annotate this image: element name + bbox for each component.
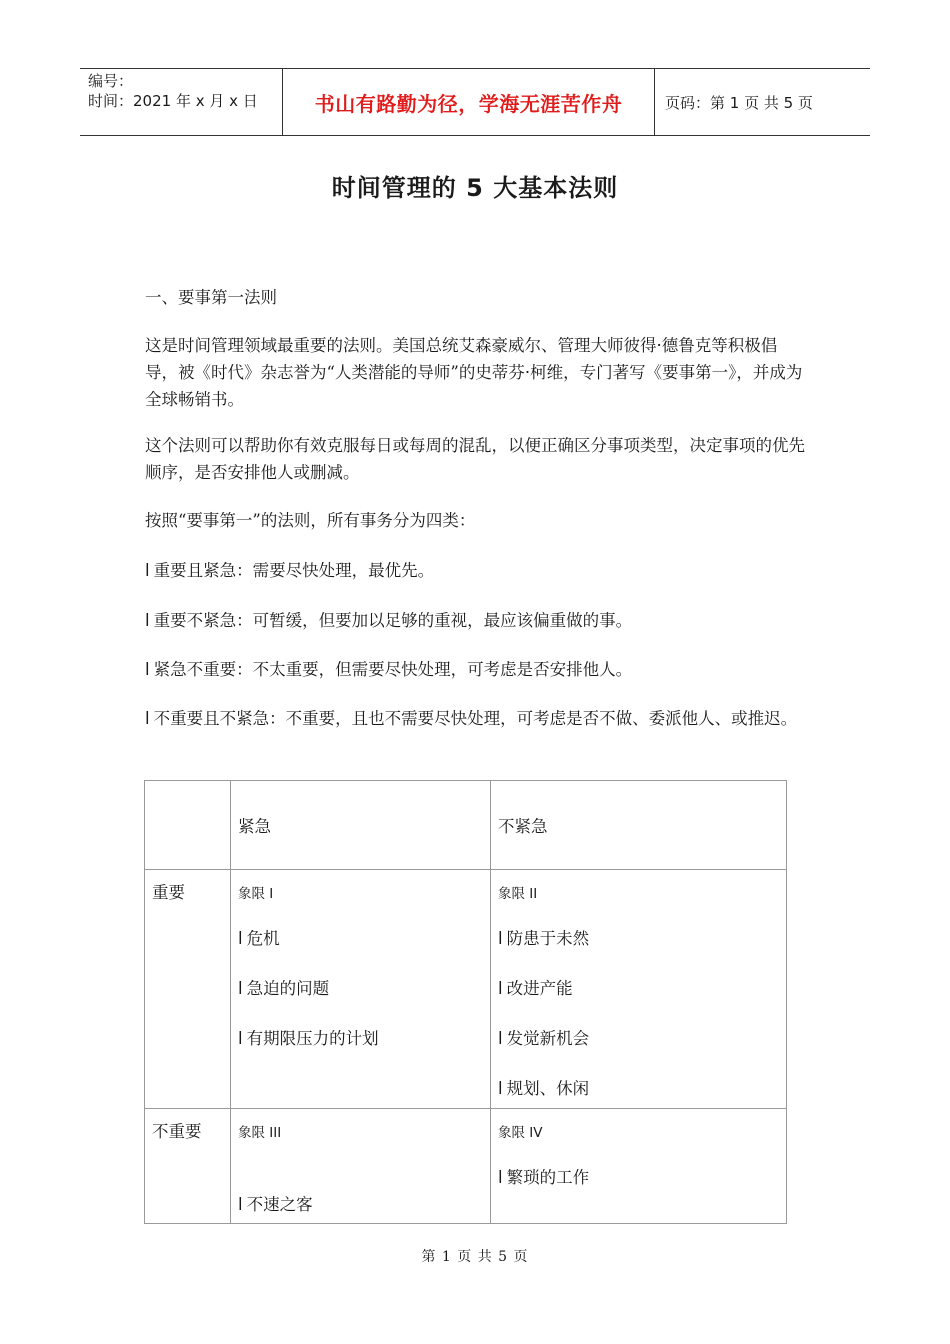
document-title: 时间管理的 5 大基本法则 xyxy=(331,174,619,202)
matrix-corner-cell xyxy=(145,781,231,870)
row-header-important: 重要 xyxy=(145,870,231,1109)
bullet-marker: l xyxy=(145,561,150,580)
bullet-item xyxy=(145,656,810,683)
header-page-code: 页码：第 1 页 共 5 页 xyxy=(665,93,813,112)
bullet-item xyxy=(145,557,810,584)
quadrant-item: l 急迫的问题 xyxy=(238,979,330,998)
quadrant-cell xyxy=(231,1109,491,1224)
document-date-label: 时间：2021 年 x 月 x 日 xyxy=(88,92,258,110)
paragraph-purpose: 这个法则可以帮助你有效克服每日或每周的混乱，以便正确区分事项类型，决定事项的优先顺序，是否安排他人或删减。 xyxy=(145,436,805,482)
quadrant-label: 象限 II xyxy=(498,886,538,902)
quadrant-item: l 不速之客 xyxy=(238,1195,313,1214)
header-meta xyxy=(80,69,282,135)
bullet-marker: l xyxy=(145,611,150,630)
quadrant-cell xyxy=(491,1109,787,1224)
quadrant-label: 象限 IV xyxy=(498,1125,543,1141)
quadrant-item: l 规划、休闲 xyxy=(498,1079,590,1098)
quadrant-item: l 发觉新机会 xyxy=(498,1029,590,1048)
quadrant-item: l 防患于未然 xyxy=(498,929,590,948)
quadrant-label: 象限 III xyxy=(238,1125,282,1141)
bullet-text: 紧急不重要：不太重要，但需要尽快处理，可考虑是否安排他人。 xyxy=(153,660,633,679)
quadrant-cell xyxy=(231,870,491,1109)
priority-matrix-table xyxy=(144,780,787,1224)
header-motto: 书山有路勤为径，学海无涯苦作舟 xyxy=(282,69,655,135)
matrix-row-not-important xyxy=(145,1109,787,1224)
quadrant-label: 象限 I xyxy=(238,886,274,902)
paragraph-intro: 这是时间管理领域最重要的法则。美国总统艾森豪威尔、管理大师彼得·德鲁克等积极倡导，被《时代》杂志誉为“人类潜能的导师”的史蒂芬·柯维，专门著写《要事第一》，并成为全球畅销书。 xyxy=(145,336,803,409)
col-header-urgent: 紧急 xyxy=(231,781,491,870)
bullet-item xyxy=(145,705,810,732)
matrix-header-row xyxy=(145,781,787,870)
bullet-text: 重要不紧急：可暂缓，但要加以足够的重视，最应该偏重做的事。 xyxy=(153,611,633,630)
document-header xyxy=(80,68,870,136)
quadrant-item: l 危机 xyxy=(238,929,280,948)
page-footer: 第 1 页 共 5 页 xyxy=(421,1249,529,1265)
row-header-not-important: 不重要 xyxy=(145,1109,231,1224)
matrix-row-important xyxy=(145,870,787,1109)
bullet-marker: l xyxy=(145,709,150,728)
bullet-text: 重要且紧急：需要尽快处理，最优先。 xyxy=(153,561,435,580)
bullet-text: 不重要且不紧急：不重要，且也不需要尽快处理，可考虑是否不做、委派他人、或推迟。 xyxy=(153,709,798,728)
bullet-item xyxy=(145,607,810,634)
document-number-label: 编号： xyxy=(88,72,134,90)
bullet-marker: l xyxy=(145,660,150,679)
quadrant-cell xyxy=(491,870,787,1109)
quadrant-item: l 改进产能 xyxy=(498,979,573,998)
paragraph-categories: 按照“要事第一”的法则，所有事务分为四类： xyxy=(145,511,476,530)
quadrant-item: l 有期限压力的计划 xyxy=(238,1029,379,1048)
section-heading: 一、要事第一法则 xyxy=(145,288,277,307)
quadrant-item: l 繁琐的工作 xyxy=(498,1168,590,1187)
col-header-not-urgent: 不紧急 xyxy=(491,781,787,870)
